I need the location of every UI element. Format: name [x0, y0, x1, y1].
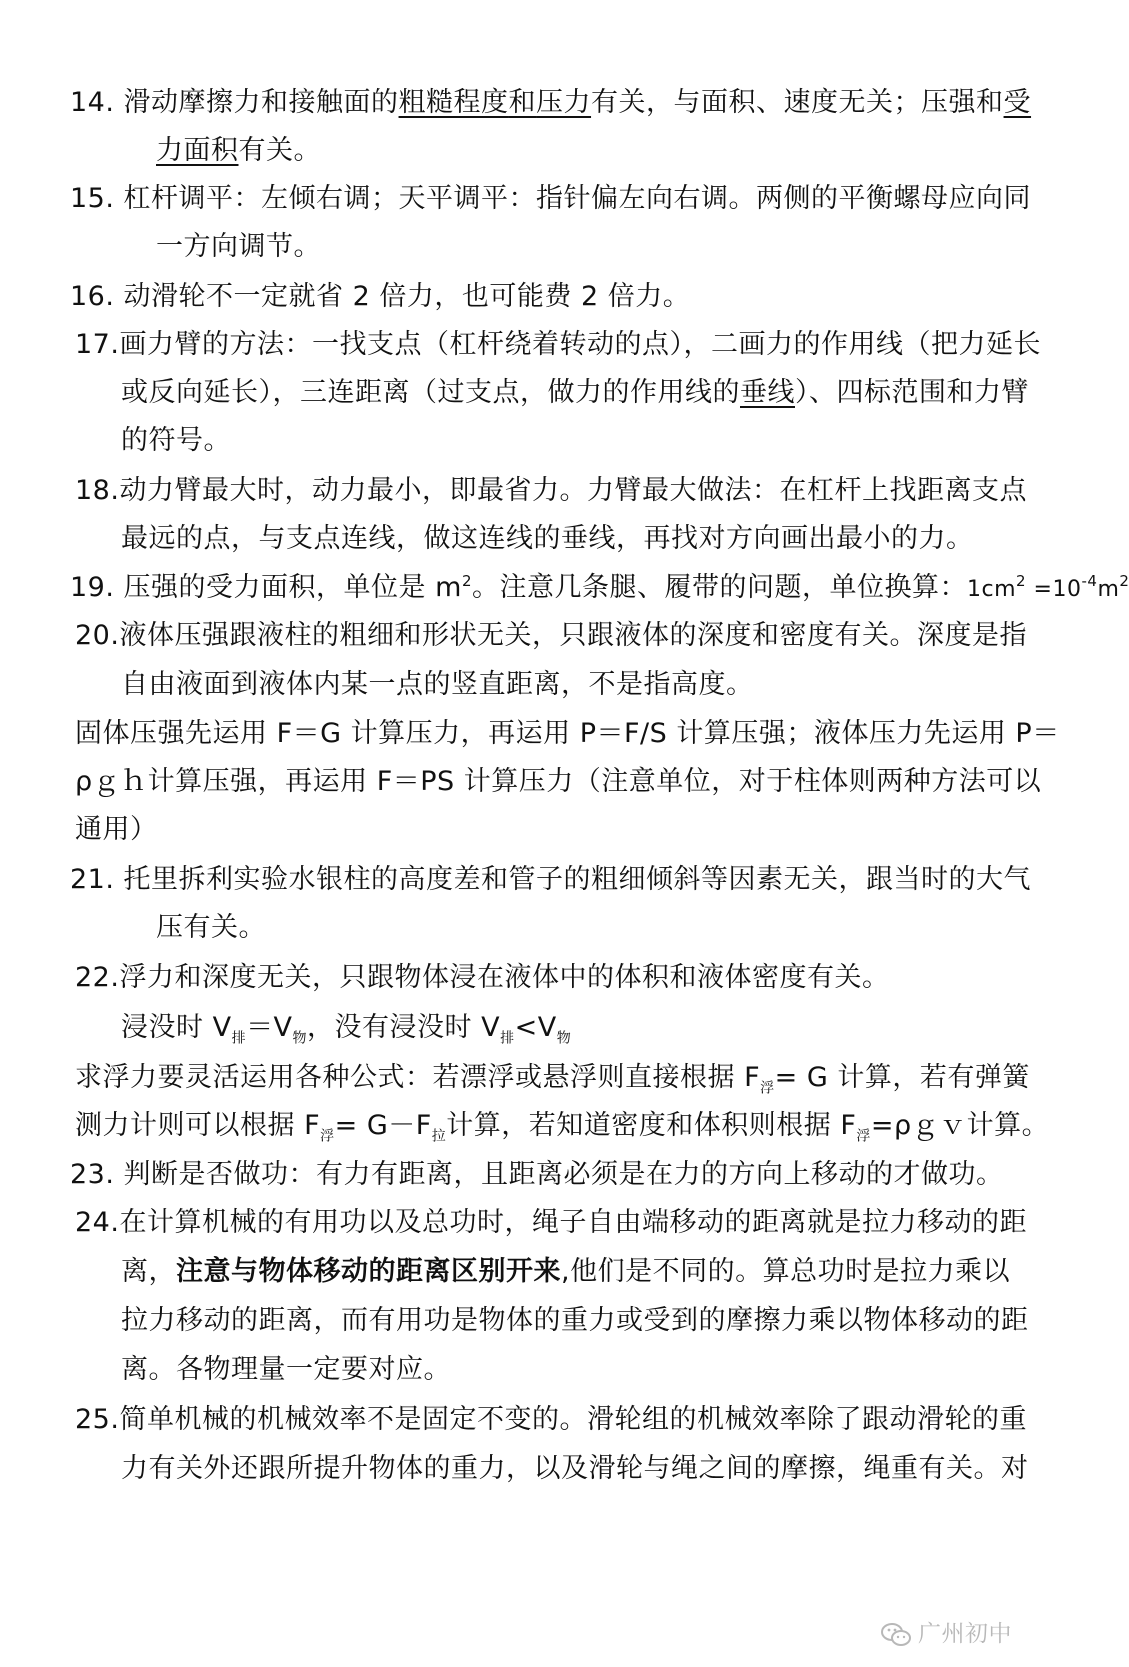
- item-25-line-2: 力有关外还跟所提升物体的重力，以及滑轮与绳之间的摩擦，绳重有关。对: [121, 1453, 1029, 1484]
- item-number: 21.: [70, 864, 115, 895]
- item-22-line-2: 浸没时 $V_排=V_物$，没有浸没时 $V_排<V_物$: [121, 1012, 572, 1047]
- item-number: 24.: [75, 1207, 120, 1238]
- item-number: 16.: [70, 281, 115, 312]
- item-24-line-1: 24.在计算机械的有用功以及总功时，绳子自由端移动的距离就是拉力移动的距: [75, 1207, 1027, 1238]
- item-number: 14.: [70, 87, 115, 118]
- item-19-line-1: 19. 压强的受力面积，单位是 $m^2$。注意几条腿、履带的问题，单位换算：$1cm^2 =10^{-4}m^2$: [70, 572, 1129, 603]
- item-20-line-1: 20.液体压强跟液柱的粗细和形状无关，只跟液体的深度和密度有关。深度是指: [75, 620, 1027, 651]
- underlined-term: 粗糙程度: [398, 87, 509, 118]
- wechat-icon: [880, 1621, 912, 1649]
- item-number: 25.: [75, 1404, 120, 1435]
- underlined-term: 力面积: [156, 135, 239, 166]
- underlined-term: 垂线: [740, 377, 795, 408]
- item-17-line-1: 17.画力臂的方法：一找支点（杠杆绕着转动的点），二画力的作用线（把力延长: [75, 329, 1041, 360]
- paragraph-pressure-line-2: ρｇｈ计算压强，再运用 F＝PS 计算压力（注意单位，对于柱体则两种方法可以: [75, 766, 1042, 797]
- item-number: 23.: [70, 1159, 115, 1190]
- paragraph-pressure-line-1: 固体压强先运用 F＝G 计算压力，再运用 P＝F/S 计算压强；液体压力先运用 P＝: [75, 718, 1060, 749]
- item-22-line-1: 22.浮力和深度无关，只跟物体浸在液体中的体积和液体密度有关。: [75, 962, 890, 993]
- item-18-line-1: 18.动力臂最大时，动力最小，即最省力。力臂最大做法：在杠杆上找距离支点: [75, 475, 1027, 506]
- item-17-line-2: 或反向延长），三连距离（过支点，做力的作用线的垂线）、四标范围和力臂: [121, 377, 1029, 408]
- item-24-line-2: 离，注意与物体移动的距离区别开来,他们是不同的。算总功时是拉力乘以: [121, 1256, 1011, 1287]
- item-24-line-4: 离。各物理量一定要对应。: [121, 1354, 451, 1385]
- item-21-line-1: 21. 托里拆利实验水银柱的高度差和管子的粗细倾斜等因素无关，跟当时的大气: [70, 864, 1032, 895]
- item-21-line-2: 压有关。: [156, 912, 266, 943]
- item-14-line-1: 14. 滑动摩擦力和接触面的粗糙程度和压力有关，与面积、速度无关；压强和受: [70, 87, 1032, 118]
- watermark: [880, 1618, 1012, 1650]
- item-number: 22.: [75, 962, 120, 993]
- underlined-term: 受: [1003, 87, 1032, 118]
- paragraph-pressure-line-3: 通用）: [75, 814, 158, 845]
- item-15-line-2: 一方向调节。: [156, 231, 321, 262]
- underlined-term: 压力: [536, 87, 592, 118]
- item-number: 19.: [70, 572, 115, 603]
- item-number: 17.: [75, 329, 120, 360]
- item-16-line-1: 16. 动滑轮不一定就省 2 倍力，也可能费 2 倍力。: [70, 281, 691, 312]
- item-number: 15.: [70, 183, 115, 214]
- item-14-line-2: 力面积有关。: [156, 135, 321, 166]
- item-25-line-1: 25.简单机械的机械效率不是固定不变的。滑轮组的机械效率除了跟动滑轮的重: [75, 1404, 1027, 1435]
- item-17-line-3: 的符号。: [121, 425, 231, 456]
- item-23-line-1: 23. 判断是否做功：有力有距离，且距离必须是在力的方向上移动的才做功。: [70, 1159, 1004, 1190]
- item-number: 20.: [75, 620, 120, 651]
- paragraph-buoyancy-line-1: 求浮力要灵活运用各种公式：若漂浮或悬浮则直接根据 $F_浮= G$ 计算，若有弹簧: [75, 1062, 1030, 1097]
- item-18-line-2: 最远的点，与支点连线，做这连线的垂线，再找对方向画出最小的力。: [121, 523, 974, 554]
- item-20-line-2: 自由液面到液体内某一点的竖直距离，不是指高度。: [121, 669, 754, 700]
- paragraph-buoyancy-line-2: 测力计则可以根据 $F_浮= G-F_拉$计算，若知道密度和体积则根据 $F_浮=\rho gv$计算。: [75, 1110, 1050, 1145]
- item-number: 18.: [75, 475, 120, 506]
- item-24-line-3: 拉力移动的距离，而有用功是物体的重力或受到的摩擦力乘以物体移动的距: [121, 1305, 1029, 1336]
- item-15-line-1: 15. 杠杆调平：左倾右调；天平调平：指针偏左向右调。两侧的平衡螺母应向同: [70, 183, 1032, 214]
- emphasis-text: 注意与物体移动的距离区别开来: [176, 1256, 561, 1287]
- watermark-text: 广州初中: [918, 1621, 1012, 1647]
